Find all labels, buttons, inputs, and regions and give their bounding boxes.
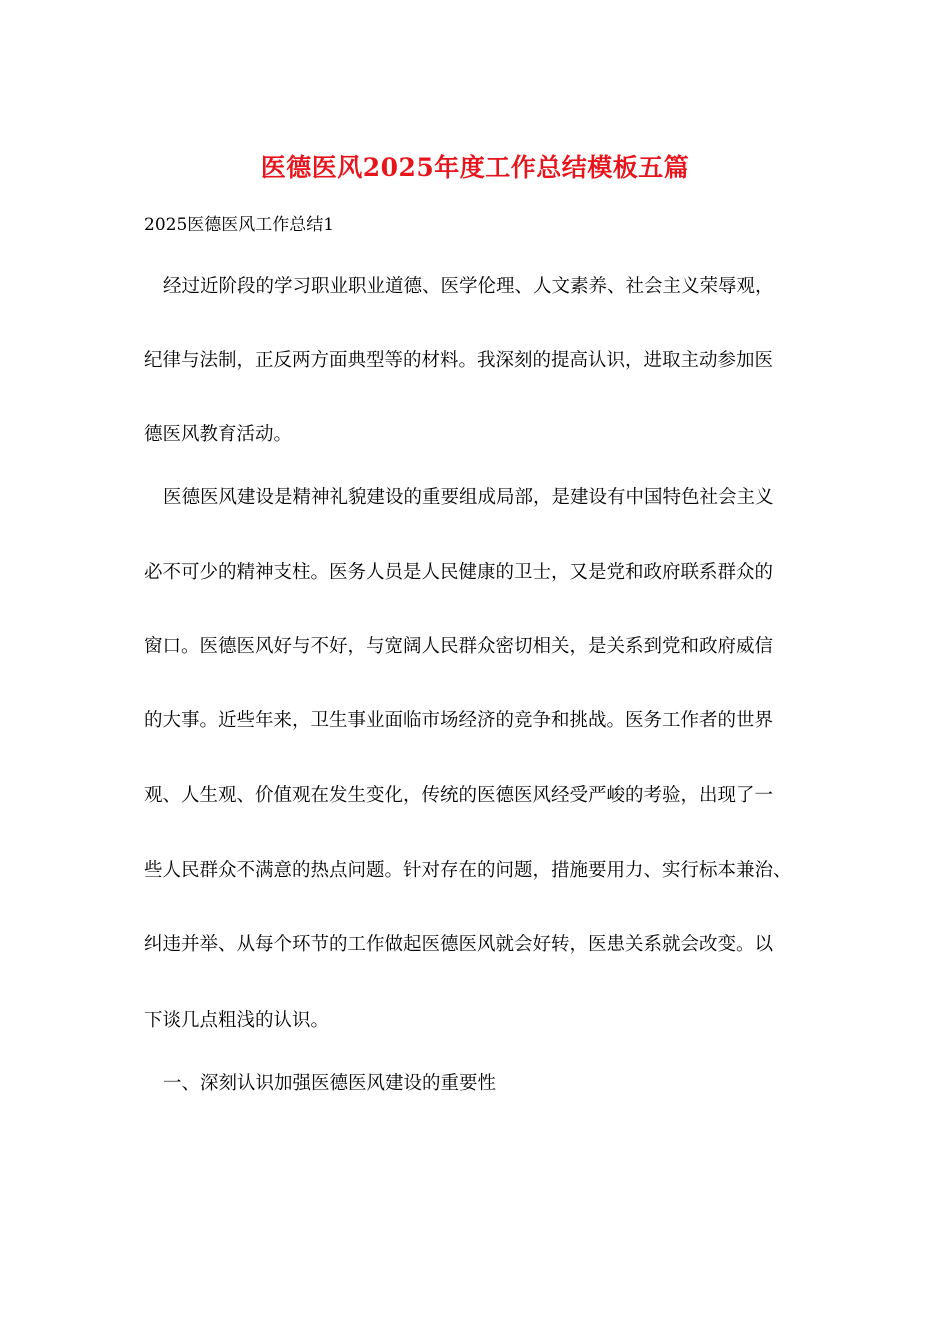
paragraph-line: 医德医风建设是精神礼貌建设的重要组成局部，是建设有中国特色社会主义 bbox=[163, 487, 774, 508]
paragraph-line: 的大事。近些年来，卫生事业面临市场经济的竞争和挑战。医务工作者的世界 bbox=[144, 710, 774, 731]
paragraph-line: 德医风教育活动。 bbox=[144, 424, 293, 445]
paragraph-line: 些人民群众不满意的热点问题。针对存在的问题，措施要用力、实行标本兼治、 bbox=[144, 860, 792, 881]
paragraph-line: 纪律与法制，正反两方面典型等的材料。我深刻的提高认识，进取主动参加医 bbox=[144, 350, 774, 371]
document-title: 医德医风2025年度工作总结模板五篇 bbox=[260, 153, 690, 182]
section-subtitle: 2025医德医风工作总结1 bbox=[144, 215, 335, 235]
paragraph-line: 经过近阶段的学习职业职业道德、医学伦理、人文素养、社会主义荣辱观， bbox=[163, 276, 774, 297]
paragraph-line: 观、人生观、价值观在发生变化，传统的医德医风经受严峻的考验，出现了一 bbox=[144, 785, 774, 806]
section-heading: 一、深刻认识加强医德医风建设的重要性 bbox=[163, 1073, 497, 1094]
paragraph-line: 必不可少的精神支柱。医务人员是人民健康的卫士，又是党和政府联系群众的 bbox=[144, 562, 774, 583]
paragraph-line: 窗口。医德医风好与不好，与宽阔人民群众密切相关，是关系到党和政府威信 bbox=[144, 636, 774, 657]
paragraph-line: 下谈几点粗浅的认识。 bbox=[144, 1010, 330, 1031]
paragraph-line: 纠违并举、从每个环节的工作做起医德医风就会好转，医患关系就会改变。以 bbox=[144, 934, 774, 955]
